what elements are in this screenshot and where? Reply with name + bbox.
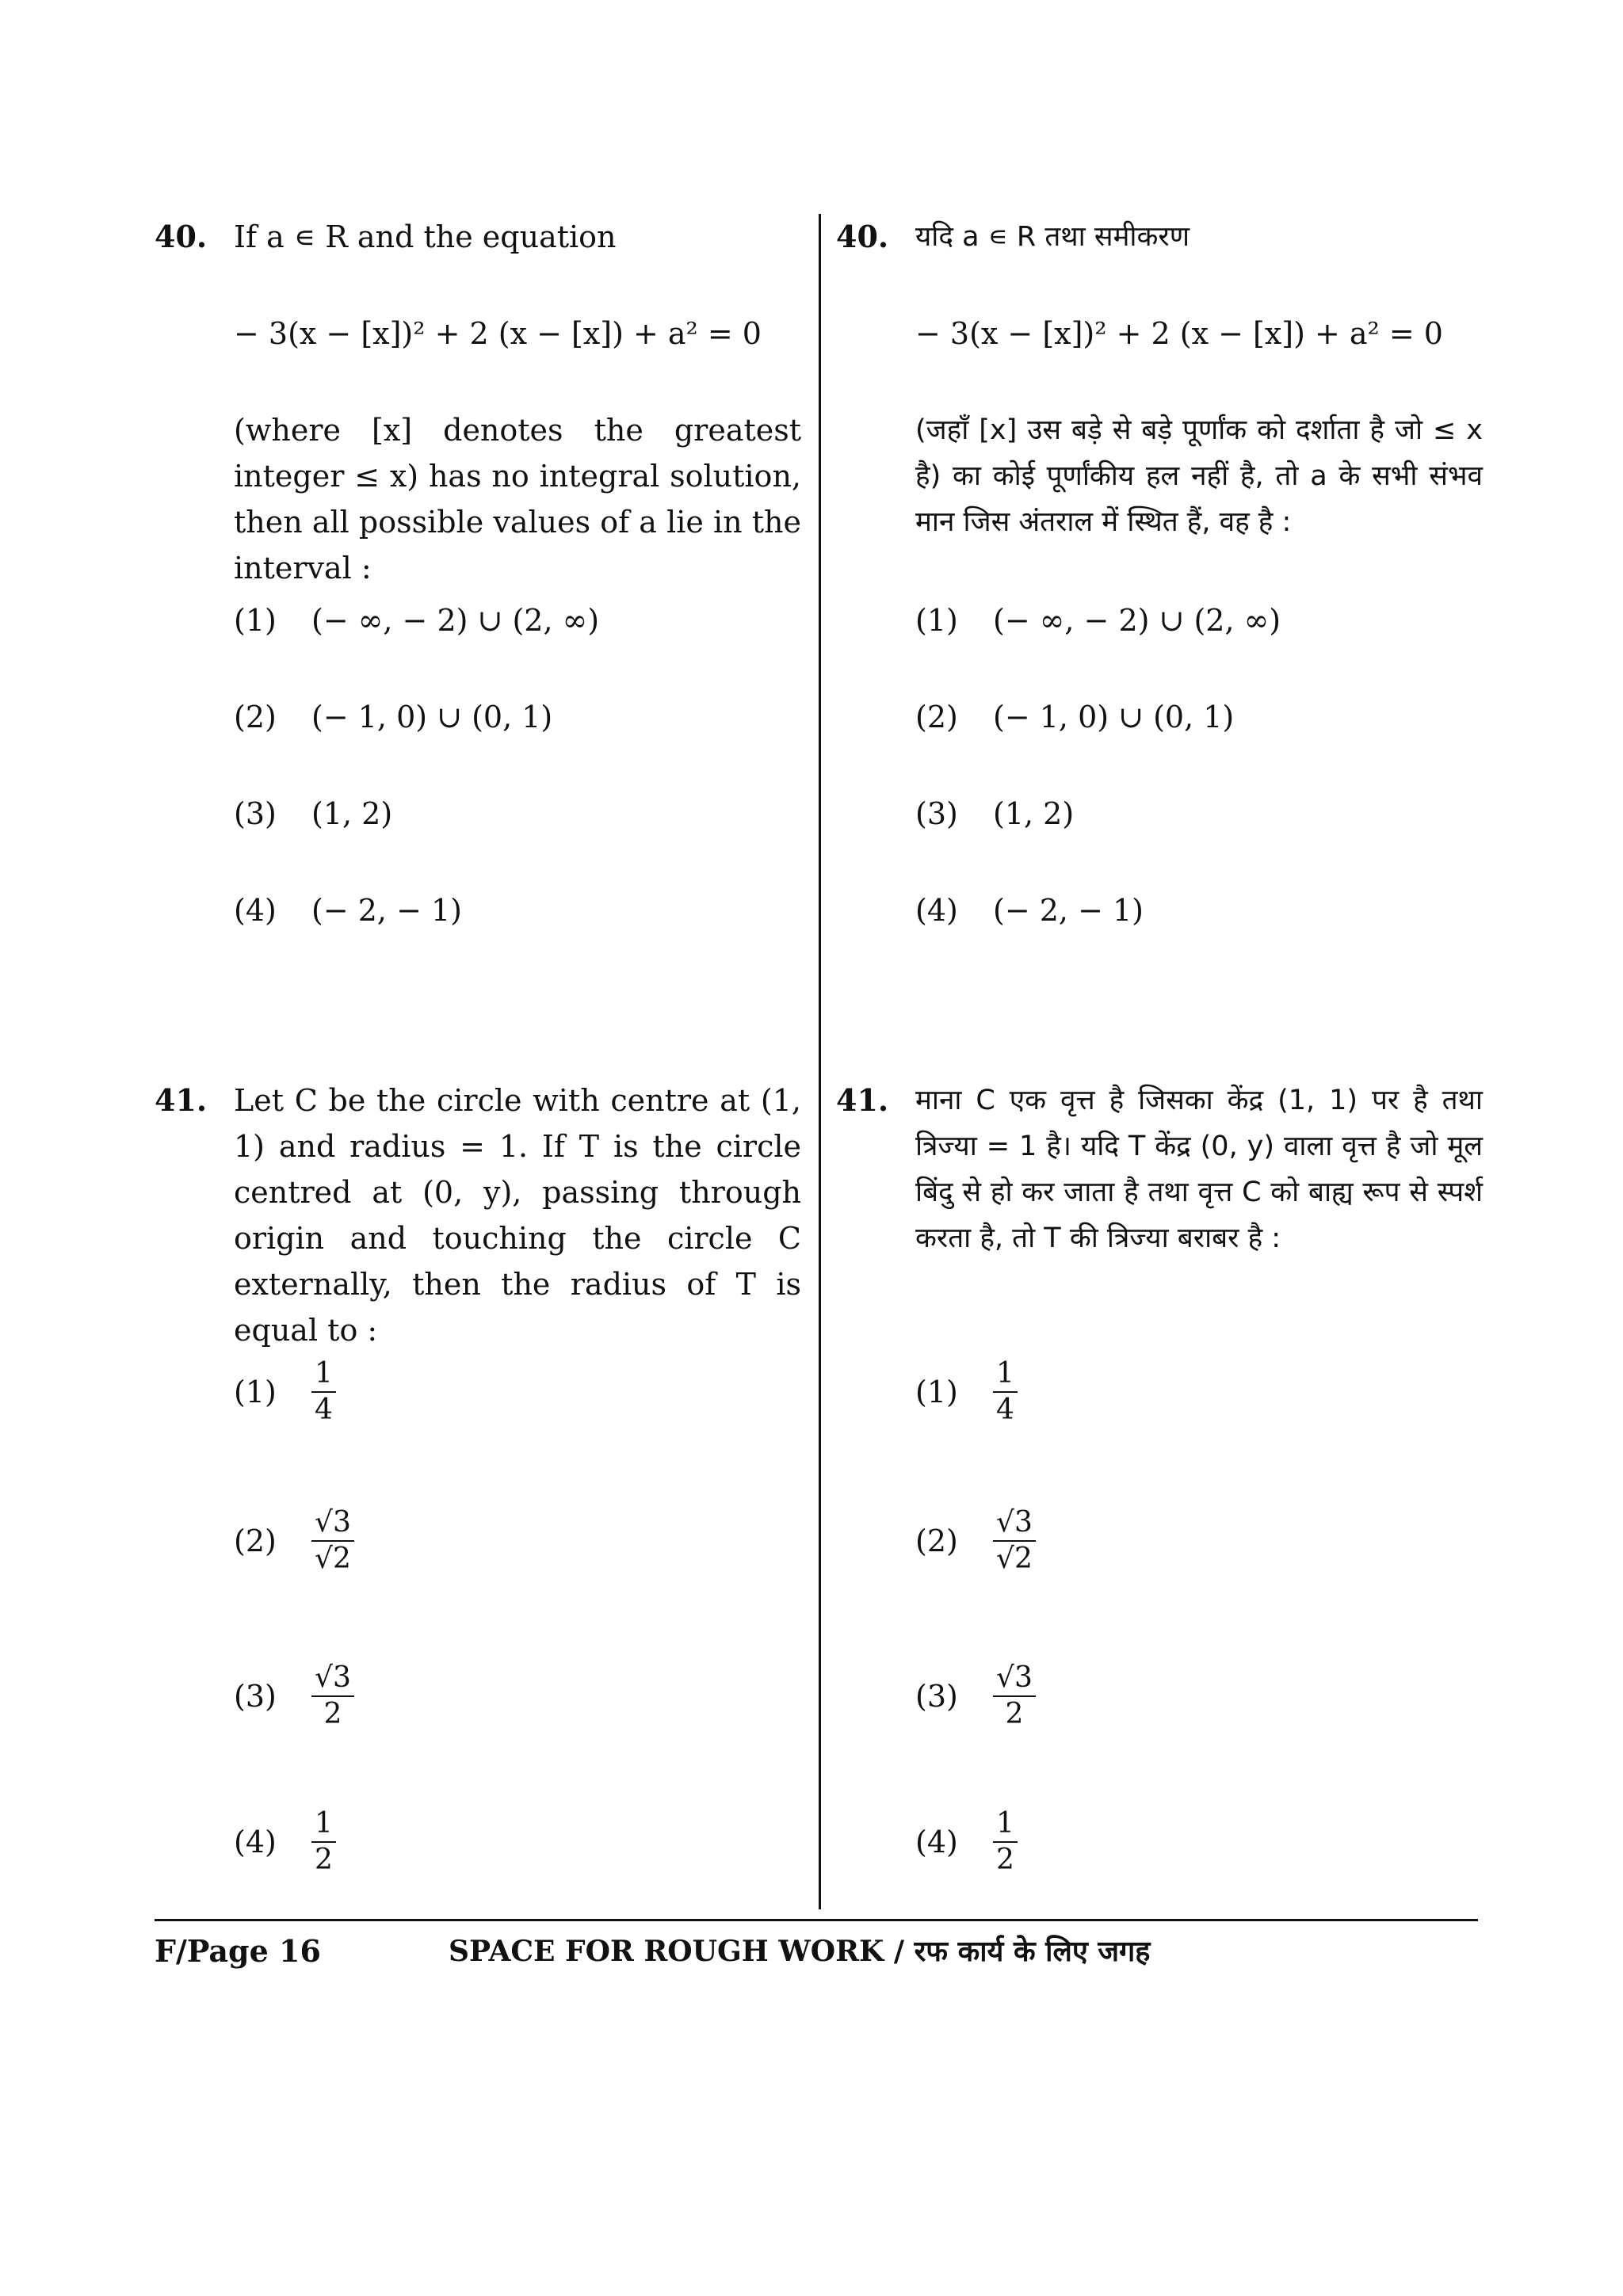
- denominator: √2: [315, 1543, 351, 1575]
- option-label: (4): [915, 1825, 958, 1859]
- option-label: (4): [234, 1825, 277, 1859]
- option-label: (2): [915, 700, 958, 734]
- option-2[interactable]: [234, 1505, 354, 1577]
- fraction: [311, 1661, 354, 1732]
- denominator: 2: [315, 1844, 333, 1876]
- footer-rule: [155, 1919, 1478, 1921]
- rough-work-label-hi: रफ कार्य के लिए जगह: [914, 1936, 1151, 1968]
- option-text: (− 2, − 1): [311, 893, 462, 928]
- option-label: (2): [234, 700, 277, 734]
- option-label: (1): [234, 1375, 277, 1409]
- option-text: (1, 2): [311, 796, 393, 831]
- question-stem: यदि a ∊ R तथा समीकरण: [915, 221, 1190, 253]
- fraction: [993, 1806, 1018, 1878]
- option-4[interactable]: [234, 1806, 336, 1878]
- numerator: 1: [311, 1806, 336, 1843]
- equation: − 3(x − [x])² + 2 (x − [x]) + a² = 0: [234, 316, 762, 351]
- question-number: 41.: [155, 1082, 208, 1118]
- numerator: √3: [993, 1661, 1036, 1697]
- option-label: (1): [915, 603, 958, 638]
- question-stem: If a ∊ R and the equation: [234, 219, 617, 254]
- option-2[interactable]: [915, 694, 1234, 740]
- option-2[interactable]: [915, 1505, 1036, 1577]
- rough-work-label-en: SPACE FOR ROUGH WORK /: [449, 1935, 905, 1968]
- column-divider: [819, 214, 821, 1909]
- numerator: √3: [311, 1661, 354, 1697]
- fraction: [993, 1505, 1036, 1577]
- option-3[interactable]: [234, 791, 392, 837]
- option-label: (3): [234, 1679, 277, 1714]
- option-label: (3): [234, 796, 277, 831]
- page-number: F/Page 16: [155, 1933, 321, 1969]
- equation: − 3(x − [x])² + 2 (x − [x]) + a² = 0: [915, 316, 1443, 351]
- option-text: (− 1, 0) ∪ (0, 1): [993, 700, 1235, 734]
- question-condition: (where [x] denotes the greatest integer ≤ x) has no integral solution, then all possible values of a lie in the interval :: [234, 413, 801, 585]
- denominator: 4: [315, 1394, 333, 1426]
- question-stem: माना C एक वृत्त है जिसका केंद्र (1, 1) पर है तथा त्रिज्या = 1 है। यदि T केंद्र (0, y) वाला वृत्त है जो मूल बिंदु से हो कर जाता है तथा वृत्त C को बाह्य रूप से स्पर्श करता है, तो T की त्रिज्या बराबर है :: [915, 1085, 1483, 1254]
- option-1[interactable]: [234, 597, 599, 643]
- rough-work-label: [449, 1928, 1150, 1975]
- denominator: 2: [996, 1844, 1014, 1876]
- option-label: (3): [915, 796, 958, 831]
- option-label: (4): [915, 893, 958, 928]
- option-label: (3): [915, 1679, 958, 1714]
- denominator: 2: [323, 1698, 342, 1730]
- option-3[interactable]: [234, 1661, 354, 1732]
- option-label: (2): [234, 1524, 277, 1558]
- fraction: [311, 1356, 336, 1428]
- option-3[interactable]: [915, 1661, 1036, 1732]
- option-label: (4): [234, 893, 277, 928]
- question-stem: Let C be the circle with centre at (1, 1) and radius = 1. If T is the circle centred at (0, y), passing through origin and touching the circle C externally, then the radius of T is equal to :: [234, 1083, 801, 1348]
- denominator: 2: [1005, 1698, 1024, 1730]
- option-text: (1, 2): [993, 796, 1075, 831]
- numerator: √3: [311, 1505, 354, 1542]
- option-1[interactable]: [915, 1356, 1018, 1428]
- question-number: 40.: [155, 219, 208, 254]
- option-3[interactable]: [915, 791, 1074, 837]
- numerator: 1: [311, 1356, 336, 1393]
- option-4[interactable]: [234, 887, 462, 933]
- question-condition: (जहाँ [x] उस बड़े से बड़े पूर्णांक को दर्शाता है जो ≤ x है) का कोई पूर्णांकीय हल नहीं है, तो a के सभी संभव मान जिस अंतराल में स्थित हैं, वह है :: [915, 414, 1483, 538]
- option-1[interactable]: [915, 597, 1281, 643]
- option-2[interactable]: [234, 694, 552, 740]
- question-number: 41.: [836, 1082, 889, 1118]
- fraction: [993, 1356, 1018, 1428]
- numerator: 1: [993, 1356, 1018, 1393]
- option-1[interactable]: [234, 1356, 336, 1428]
- denominator: √2: [996, 1543, 1033, 1575]
- option-4[interactable]: [915, 1806, 1018, 1878]
- option-label: (1): [234, 603, 277, 638]
- fraction: [311, 1505, 354, 1577]
- option-text: (− ∞, − 2) ∪ (2, ∞): [993, 603, 1281, 638]
- fraction: [993, 1661, 1036, 1732]
- option-text: (− 1, 0) ∪ (0, 1): [311, 700, 553, 734]
- numerator: 1: [993, 1806, 1018, 1843]
- option-label: (2): [915, 1524, 958, 1558]
- numerator: √3: [993, 1505, 1036, 1542]
- option-text: (− ∞, − 2) ∪ (2, ∞): [311, 603, 600, 638]
- option-text: (− 2, − 1): [993, 893, 1144, 928]
- option-label: (1): [915, 1375, 958, 1409]
- question-number: 40.: [836, 219, 889, 254]
- fraction: [311, 1806, 336, 1878]
- denominator: 4: [996, 1394, 1014, 1426]
- option-4[interactable]: [915, 887, 1144, 933]
